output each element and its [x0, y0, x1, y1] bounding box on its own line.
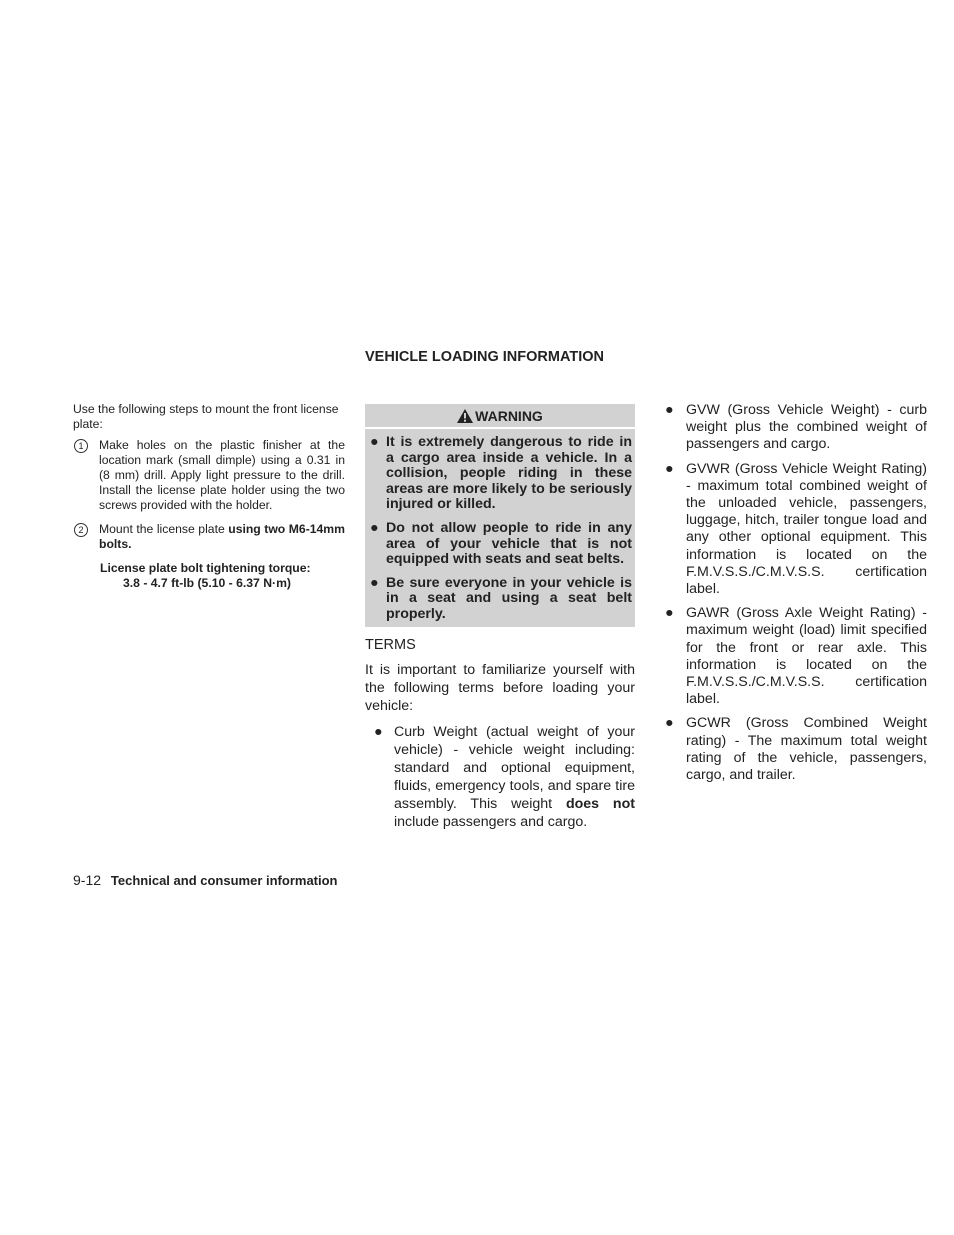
bullet-icon: ● [370, 519, 379, 536]
license-plate-instructions [73, 402, 345, 591]
step-number-icon: 2 [74, 523, 88, 537]
term-text: GCWR (Gross Combined Weight rating) - The maximum total weight rating of the vehicle, passengers, cargo, and trailer. [686, 715, 927, 784]
footer-section-title: Technical and consumer information [110, 873, 338, 888]
bullet-icon: ● [374, 723, 383, 740]
step-2 [73, 522, 345, 552]
warning-header [365, 404, 635, 429]
term-text: GVWR (Gross Vehicle Weight Rating) - maximum total combined weight of the unloaded vehicle, passengers, luggage, hitch, trailer tongue load and any other optional equipment. This information is located on the F.M.V.S.S./C.M.V.S.S. certification label. [686, 460, 927, 598]
step-text: Mount the license plate [99, 522, 229, 536]
bullet-icon: ● [370, 434, 379, 450]
terms-intro: It is important to familiarize yourself with the following terms before loading your vehicle: [365, 661, 635, 714]
term-text: GAWR (Gross Axle Weight Rating) - maximum weight (load) limit specified for the front or rear axle. This information is located on the F.M.V.S.S./C.M.V.S.S. certification label. [686, 605, 927, 708]
step-1 [73, 438, 345, 513]
middle-column [365, 404, 635, 831]
warning-item-text: It is extremely dangerous to ride in a cargo area inside a vehicle. In a collision, people riding in these areas are more likely to be seriously injured or killed. [386, 434, 632, 513]
warning-triangle-icon [457, 409, 473, 423]
terms-heading: TERMS [365, 636, 416, 653]
bullet-icon: ● [665, 402, 674, 418]
intro-text: Use the following steps to mount the front license plate: [73, 402, 339, 431]
bullet-icon: ● [665, 715, 674, 732]
warning-title: WARNING [475, 408, 543, 424]
term-item [665, 715, 927, 784]
term-item [665, 402, 927, 454]
warning-item-text: Do not allow people to ride in any area of your vehicle that is not equipped with seats and seat belts. [386, 519, 632, 568]
term-item [665, 461, 927, 599]
curb-weight-item [365, 723, 635, 831]
warning-box [365, 404, 635, 627]
torque-spec [73, 561, 345, 591]
curb-weight-emphasis: does not [565, 795, 635, 812]
step-text-bold: using two M6-14mm bolts. [99, 522, 345, 551]
term-item [665, 605, 927, 708]
warning-item-text: Be sure everyone in your vehicle is in a seat and using a seat belt properly. [386, 574, 632, 622]
torque-label: License plate bolt tightening torque: [100, 561, 311, 575]
section-title: VEHICLE LOADING INFORMATION [365, 349, 604, 365]
bullet-icon: ● [665, 605, 674, 622]
warning-item [368, 576, 632, 623]
page-footer [73, 872, 338, 888]
right-column [665, 402, 927, 791]
curb-weight-text: Curb Weight (actual weight of your vehicle) - vehicle weight including: standard and optional equipment, fluids, emergency tools, and spare tire assembly. This weight [394, 723, 635, 812]
page-number: 9-12 [73, 872, 102, 888]
term-text: GVW (Gross Vehicle Weight) - curb weight plus the combined weight of passengers and cargo. [686, 402, 927, 453]
curb-weight-text-end: include passengers and cargo. [394, 813, 588, 830]
bullet-icon: ● [665, 460, 674, 477]
step-text: Make holes on the plastic finisher at the location mark (small dimple) using a 0.31 in (8 mm) drill. Apply light pressure to the drill. Install the license plate holder using the two screws provided with the holder. [99, 438, 345, 512]
warning-item [368, 521, 632, 568]
warning-item [368, 435, 632, 513]
bullet-icon: ● [370, 574, 379, 591]
torque-value: 3.8 - 4.7 ft-lb (5.10 - 6.37 N·m) [123, 576, 291, 590]
step-number-icon: 1 [74, 439, 88, 453]
